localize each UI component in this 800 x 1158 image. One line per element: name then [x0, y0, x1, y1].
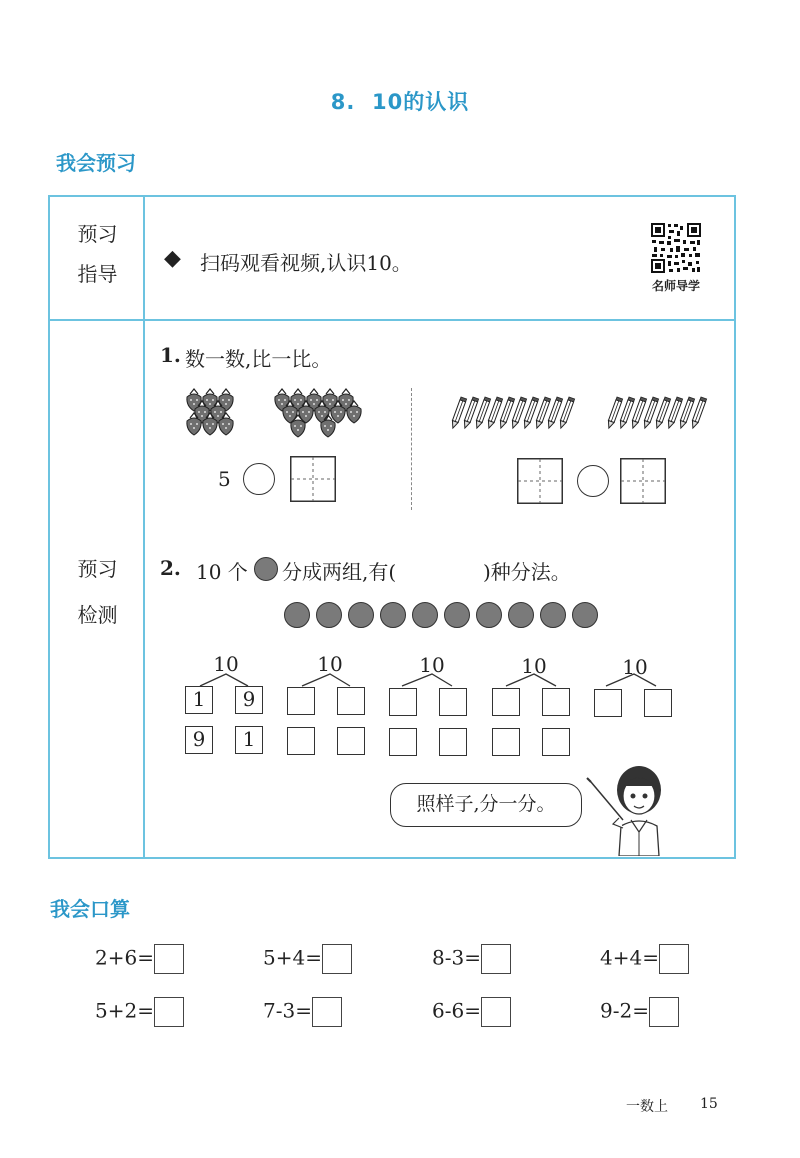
answer-box[interactable]: [659, 944, 689, 974]
split-box[interactable]: [644, 689, 672, 717]
split-box[interactable]: [492, 728, 520, 756]
ball: [540, 602, 566, 628]
split-box[interactable]: [439, 728, 467, 756]
page-number: 15: [700, 1096, 718, 1112]
answer-box[interactable]: [312, 997, 342, 1027]
answer-box[interactable]: [481, 944, 511, 974]
calc-item: [263, 997, 342, 1027]
tree-top-5: 10: [622, 655, 648, 679]
split-box[interactable]: [439, 688, 467, 716]
ball: [476, 602, 502, 628]
split-box[interactable]: [542, 688, 570, 716]
q2-text: 10 个: [196, 560, 248, 584]
calc-expression: 6-6=: [432, 998, 481, 1023]
table-divider-vertical: [143, 195, 145, 859]
ball: [348, 602, 374, 628]
split-box[interactable]: [492, 688, 520, 716]
split-box[interactable]: [542, 728, 570, 756]
bullet-diamond-icon: ◆: [164, 246, 181, 271]
q1-number: 1.: [160, 343, 181, 367]
qr-code-icon[interactable]: [650, 222, 702, 274]
q1-divider: [411, 388, 412, 510]
tree-top-2: 10: [317, 652, 343, 676]
split-box[interactable]: 1: [185, 686, 213, 714]
calc-expression: 8-3=: [432, 945, 481, 970]
calc-expression: 5+2=: [95, 998, 154, 1023]
answer-box[interactable]: [154, 997, 184, 1027]
q2-text-after: 分成两组,有(: [282, 560, 397, 584]
ball: [572, 602, 598, 628]
tree-top-3: 10: [419, 653, 445, 677]
tree-top-4: 10: [521, 654, 547, 678]
teacher-illustration: [583, 760, 673, 856]
split-box[interactable]: 1: [235, 726, 263, 754]
split-box[interactable]: [389, 728, 417, 756]
calc-expression: 7-3=: [263, 998, 312, 1023]
calc-expression: 4+4=: [600, 945, 659, 970]
balls-row: [284, 602, 604, 632]
split-box[interactable]: 9: [185, 726, 213, 754]
digit-box-right-b[interactable]: [620, 458, 666, 504]
ball: [412, 602, 438, 628]
ball: [316, 602, 342, 628]
split-box[interactable]: [287, 727, 315, 755]
tree-top-1: 10: [213, 652, 239, 676]
calc-expression: 5+4=: [263, 945, 322, 970]
calc-item: [263, 944, 352, 974]
ball: [380, 602, 406, 628]
q2-text-end: )种分法。: [483, 560, 571, 584]
check-label: [50, 546, 145, 638]
guide-text: 扫码观看视频,认识10。: [200, 251, 412, 275]
table-divider-horizontal: [48, 319, 736, 321]
answer-box[interactable]: [481, 997, 511, 1027]
strawberry-groups-icon: [180, 386, 380, 438]
compare-circle-left[interactable]: [243, 463, 275, 495]
split-box[interactable]: [594, 689, 622, 717]
calc-item: [95, 997, 184, 1027]
answer-box[interactable]: [649, 997, 679, 1027]
calc-item: [95, 944, 184, 974]
split-box[interactable]: [337, 727, 365, 755]
compare-circle-right[interactable]: [577, 465, 609, 497]
q1-left-number: 5: [218, 467, 231, 491]
footer-book: 一数上: [626, 1099, 668, 1115]
preview-heading: 我会预习: [56, 151, 136, 175]
guide-label: [50, 214, 145, 294]
split-box[interactable]: 9: [235, 686, 263, 714]
calc-item: [600, 997, 679, 1027]
ball-icon: [254, 557, 278, 581]
split-box[interactable]: [337, 687, 365, 715]
pencil-groups-icon: [448, 394, 718, 436]
calc-expression: 2+6=: [95, 945, 154, 970]
calc-expression: 9-2=: [600, 998, 649, 1023]
check-label-line1: 预习: [77, 557, 118, 581]
qr-caption: 名师导学: [651, 279, 700, 293]
calc-item: [432, 997, 511, 1027]
lesson-number: 8.: [330, 90, 356, 114]
calc-item: [600, 944, 689, 974]
lesson-name: 10的认识: [371, 90, 470, 114]
check-label-line2: 检测: [77, 603, 118, 627]
calc-item: [432, 944, 511, 974]
q2-answer-blank[interactable]: [424, 557, 482, 583]
answer-box[interactable]: [154, 944, 184, 974]
q1-text: 数一数,比一比。: [185, 347, 332, 371]
mental-heading: 我会口算: [50, 897, 130, 921]
guide-label-line2: 指导: [77, 262, 118, 286]
ball: [444, 602, 470, 628]
digit-box-left[interactable]: [290, 456, 336, 502]
ball: [508, 602, 534, 628]
digit-box-right-a[interactable]: [517, 458, 563, 504]
answer-box[interactable]: [322, 944, 352, 974]
split-box[interactable]: [287, 687, 315, 715]
q2-number: 2.: [160, 556, 181, 580]
speech-bubble: 照样子,分一分。: [390, 783, 582, 827]
split-box[interactable]: [389, 688, 417, 716]
ball: [284, 602, 310, 628]
guide-label-line1: 预习: [77, 222, 118, 246]
lesson-title: [0, 86, 800, 116]
